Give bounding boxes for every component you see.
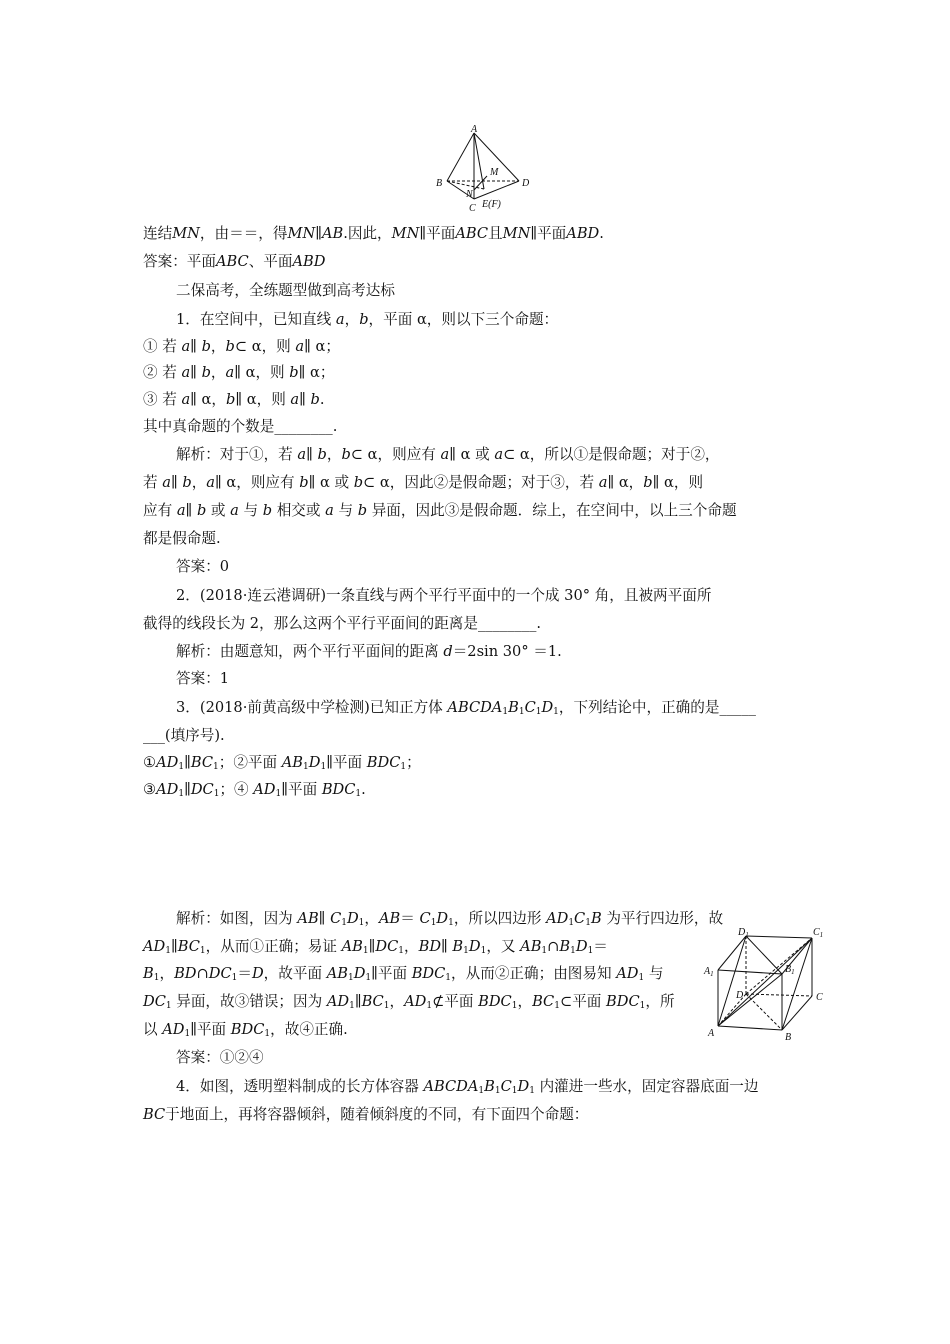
text-line: 连结MN，由＝＝，得MN∥AB.因此，MN∥平面ABC且MN∥平面ABD. xyxy=(143,225,604,242)
cube-label-d1: $D_1$ xyxy=(738,927,749,939)
analysis-3-line-2: $AD_1\parallel BC_1$，从而①正确；易证 $AB_1\parallel DC_1$，BD∥ $B_1D_1$，又 $AB_1\cap B_1D_1=$ xyxy=(143,938,608,956)
answer-1: 答案：0 xyxy=(176,558,230,575)
question-1: 1．在空间中，已知直线 a，b，平面 α，则以下三个命题： xyxy=(176,311,559,328)
proposition-1: ① 若 a∥ b，b⊂ α，则 a∥ α； xyxy=(143,338,340,355)
label-c: C xyxy=(469,203,476,214)
cube-label-a: A xyxy=(708,1028,715,1039)
proposition-2: ② 若 a∥ b，a∥ α，则 b∥ α； xyxy=(143,364,335,381)
analysis-1-line-1: 解析：对于①，若 a∥ b，b⊂ α，则应有 a∥ α 或 a⊂ α，所以①是假命题；对于②， xyxy=(176,446,720,463)
analysis-3-line-5: 以 $AD_1\parallel$平面 $BDC_1$，故④正确. xyxy=(143,1021,348,1039)
question-2-line-1: 2．(2018·连云港调研)一条直线与两个平行平面中的一个成 30° 角，且被两平面所 xyxy=(176,587,712,604)
cube-figure xyxy=(700,926,835,1044)
label-n: N xyxy=(466,189,473,200)
analysis-1-line-3: 应有 a∥ b 或 a 与 b 相交或 a 与 b 异面，因此③是假命题．综上，在空间中，以上三个命题 xyxy=(143,502,737,519)
answer-line: 答案：平面ABC、平面ABD xyxy=(143,253,326,270)
answer-3: 答案：①②④ xyxy=(176,1049,264,1066)
label-m: M xyxy=(490,167,499,178)
label-d: D xyxy=(522,178,530,189)
answer-2: 答案：1 xyxy=(176,670,230,687)
cube-label-c1: $C_1$ xyxy=(813,927,824,939)
section-heading: 二保高考，全练题型做到高考达标 xyxy=(176,282,395,299)
analysis-1-line-4: 都是假命题. xyxy=(143,530,221,547)
question-4-line-2: BC于地面上，再将容器倾斜，随着倾斜度的不同，有下面四个命题： xyxy=(143,1106,589,1123)
label-b: B xyxy=(436,178,443,189)
analysis-2: 解析：由题意知，两个平行平面间的距离 d＝2sin 30° ＝1. xyxy=(176,643,562,660)
question-1-ask: 其中真命题的个数是________. xyxy=(143,418,338,435)
question-3-options-1: $①AD_1\parallel BC_1$；②平面 $AB_1D_1\parallel$平面 $BDC_1$； xyxy=(143,754,421,772)
question-4-line-1: 4．如图，透明塑料制成的长方体容器 $ABCDA_1B_1C_1D_1$ 内灌进一些水，固定容器底面一边 xyxy=(176,1078,759,1096)
label-a: A xyxy=(471,124,478,135)
analysis-3-line-3: $B_1$，$BD\cap DC_1=D$，故平面 $AB_1D_1\parallel$平面 $BDC_1$，从而②正确；由图易知 $AD_1$ 与 xyxy=(143,965,664,983)
cube-label-a1: $A_1$ xyxy=(704,966,714,978)
question-2-line-2: 截得的线段长为 2，那么这两个平行平面间的距离是________. xyxy=(143,615,542,632)
question-3-line-2: ___(填序号). xyxy=(143,727,225,744)
tetrahedron-figure xyxy=(432,123,532,215)
cube-label-b: B xyxy=(785,1032,792,1043)
question-3-options-2: $③AD_1\parallel DC_1$；④ $AD_1\parallel$平面 $BDC_1$. xyxy=(143,781,366,799)
label-ef: E(F) xyxy=(482,199,501,210)
analysis-3-line-4: $DC_1$ 异面，故③错误；因为 $AD_1\parallel BC_1$，$AD_1⊄$平面 $BDC_1$，$BC_1\subset$平面 $BDC_1$，所 xyxy=(143,993,675,1011)
cube-label-b1: $B_1$ xyxy=(785,964,795,976)
cube-label-c: C xyxy=(816,992,823,1003)
proposition-3: ③ 若 a∥ α，b∥ α，则 a∥ b. xyxy=(143,391,325,408)
analysis-3-line-1: 解析：如图，因为 AB∥ $C_1D_1$，$AB= C_1D_1$，所以四边形 $AD_1C_1B$ 为平行四边形，故 xyxy=(176,910,724,928)
question-3-line-1: 3．(2018·前黄高级中学检测)已知正方体 $ABCDA_1B_1C_1D_1$，下列结论中，正确的是_____ xyxy=(176,699,756,717)
cube-label-d: D xyxy=(736,990,744,1001)
analysis-1-line-2: 若 a∥ b，a∥ α，则应有 b∥ α 或 b⊂ α，因此②是假命题；对于③，若 a∥ α，b∥ α，则 xyxy=(143,474,704,491)
